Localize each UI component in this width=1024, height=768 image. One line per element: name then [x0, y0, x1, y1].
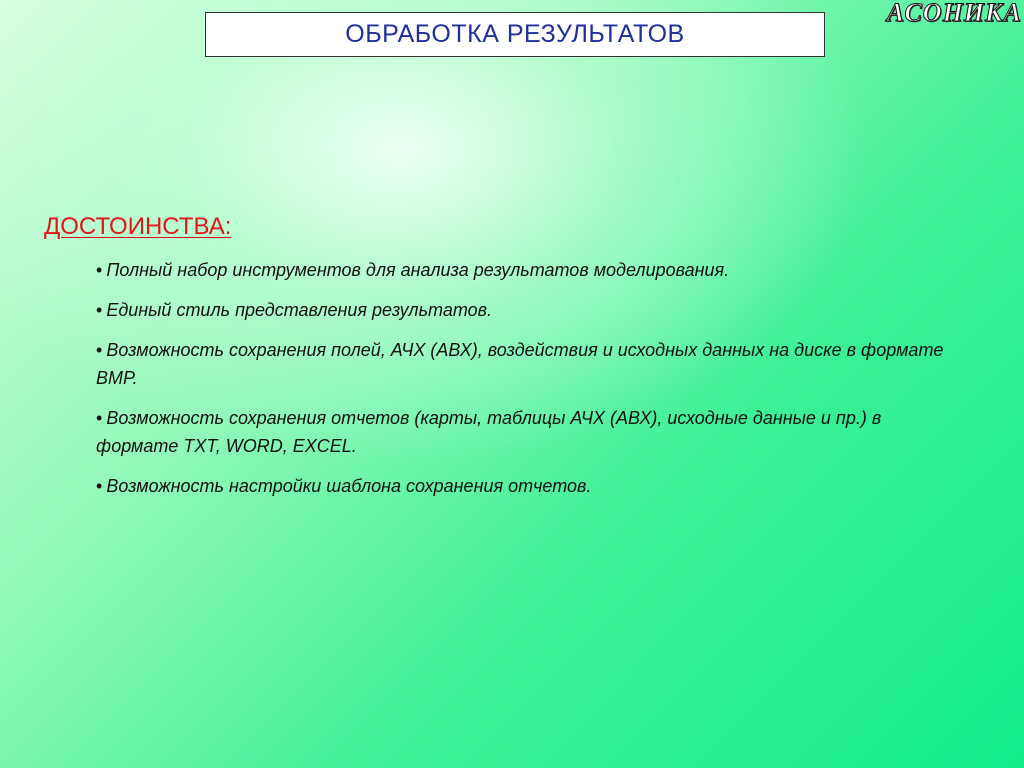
list-item-text: Возможность настройки шаблона сохранения отчетов. [106, 476, 592, 496]
list-item-text: Полный набор инструментов для анализа результатов моделирования. [106, 260, 730, 280]
list-item [96, 336, 956, 392]
logo: АСОНИКА [886, 0, 1022, 27]
advantages-list [96, 256, 956, 512]
list-item [96, 296, 956, 324]
list-item [96, 256, 956, 284]
bullet-icon: • [96, 340, 103, 360]
slide-title: ОБРАБОТКА РЕЗУЛЬТАТОВ [345, 20, 685, 48]
list-item-text: Единый стиль представления результатов. [106, 300, 493, 320]
bullet-icon: • [96, 300, 103, 320]
title-box [205, 12, 825, 57]
bullet-icon: • [96, 476, 103, 496]
advantages-heading: ДОСТОИНСТВА: [44, 213, 232, 240]
bullet-icon: • [96, 408, 103, 428]
list-item-text: Возможность сохранения полей, АЧХ (АВХ), воздействия и исходных данных на диске в формате BMP. [96, 340, 944, 388]
list-item [96, 472, 956, 500]
list-item-text: Возможность сохранения отчетов (карты, таблицы АЧХ (АВХ), исходные данные и пр.) в формате TXT, WORD, EXCEL. [96, 408, 882, 456]
bullet-icon: • [96, 260, 103, 280]
list-item [96, 404, 956, 460]
